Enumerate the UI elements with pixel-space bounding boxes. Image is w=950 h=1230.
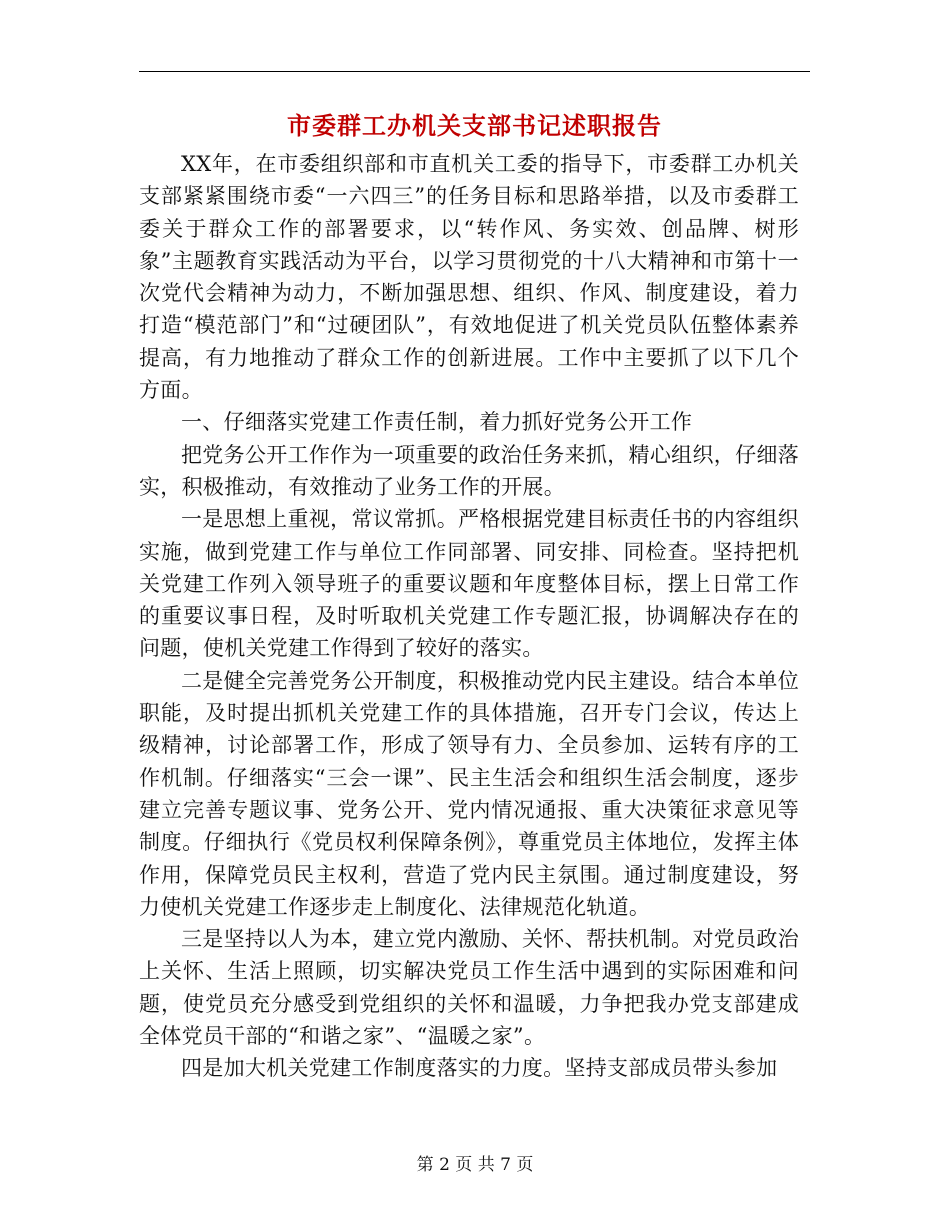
paragraph-section-1-summary: 把党务公开工作作为一项重要的政治任务来抓，精心组织，仔细落实，积极推动，有效推动了业务工作的开展。 <box>139 442 799 499</box>
paragraph-intro: XX年，在市委组织部和市直机关工委的指导下，市委群工办机关支部紧紧围绕市委“一六四三”的任务目标和思路举措，以及市委群工委关于群众工作的部署要求，以“转作风、务实效、创品牌、树形象”主题教育实践活动为平台，以学习贯彻党的十八大精神和市第十一次党代会精神为动力，不断加强思想、组织、作风、制度建设，着力打造“模范部门”和“过硬团队”，有效地促进了机关党员队伍整体素养提高，有力地推动了群众工作的创新进展。工作中主要抓了以下几个方面。 <box>139 152 799 403</box>
paragraph-point-4: 四是加大机关党建工作制度落实的力度。坚持支部成员带头参加 <box>181 1056 778 1081</box>
section-heading-1: 一、仔细落实党建工作责任制，着力抓好党务公开工作 <box>181 410 693 435</box>
document-body <box>139 148 799 1085</box>
page-footer <box>0 1153 950 1177</box>
page-number: 第 2 页 共 7 页 <box>416 1155 534 1175</box>
paragraph-point-2: 二是健全完善党务公开制度，积极推动党内民主建设。结合本单位职能，及时提出抓机关党建工作的具体措施，召开专门会议，传达上级精神，讨论部署工作，形成了领导有力、全员参加、运转有序的工作机制。仔细落实“三会一课”、民主生活会和组织生活会制度，逐步建立完善专题议事、党务公开、党内情况通报、重大决策征求意见等制度。仔细执行《党员权利保障条例》，尊重党员主体地位，发挥主体作用，保障党员民主权利，营造了党内民主氛围。通过制度建设，努力使机关党建工作逐步走上制度化、法律规范化轨道。 <box>139 668 799 919</box>
header-rule <box>139 71 810 72</box>
document-title: 市委群工办机关支部书记述职报告 <box>287 111 662 140</box>
paragraph-point-3: 三是坚持以人为本，建立党内激励、关怀、帮扶机制。对党员政治上关怀、生活上照顾，切实解决党员工作生活中遇到的实际困难和问题，使党员充分感受到党组织的关怀和温暖，力争把我办党支部建成全体党员干部的“和谐之家”、“温暖之家”。 <box>139 927 799 1049</box>
paragraph-point-1: 一是思想上重视，常议常抓。严格根据党建目标责任书的内容组织实施，做到党建工作与单位工作同部署、同安排、同检查。坚持把机关党建工作列入领导班子的重要议题和年度整体目标，摆上日常工作的重要议事日程，及时听取机关党建工作专题汇报，协调解决存在的问题，使机关党建工作得到了较好的落实。 <box>139 507 799 661</box>
